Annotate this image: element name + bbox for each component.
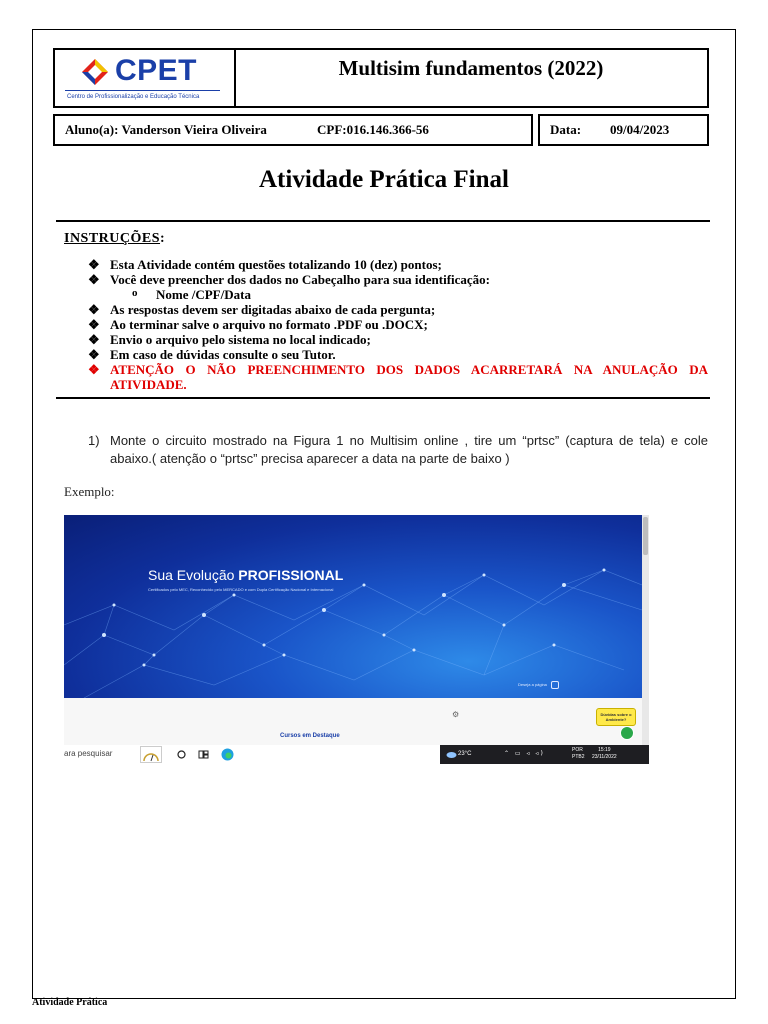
banner-title: Sua Evolução PROFISSIONAL <box>148 567 344 583</box>
warning-line-1: ATENÇÃO O NÃO PREENCHIMENTO DOS DADOS ACARRETARÁ NA ANULAÇÃO DA <box>110 362 708 377</box>
divider-bottom <box>56 397 710 399</box>
divider-top <box>56 220 710 222</box>
taskbar-tray <box>440 745 649 764</box>
help-bubble: Dúvidas sobre o Ambiente? <box>596 708 636 726</box>
page-title: Atividade Prática Final <box>259 166 509 193</box>
student-name: Aluno(a): Vanderson Vieira Oliveira <box>65 122 267 137</box>
question-number: 1) <box>88 433 100 448</box>
sub-bullet-icon: o <box>132 287 138 299</box>
banner-subtitle: Certificados pelo MEC, Reconhecido pelo MERCADO e com Dupla Certificação Nacional e Internacional <box>148 587 334 592</box>
list-item: ❖ Envio o arquivo pelo sistema no local indicado; <box>88 332 371 347</box>
list-subitem: o Nome /CPF/Data <box>132 287 251 302</box>
logo-text: CPET <box>115 54 198 87</box>
list-item: ❖ As respostas devem ser digitadas abaixo de cada pergunta; <box>88 302 436 317</box>
chat-icon <box>551 681 559 689</box>
banner-chat-text: Deseja a página <box>518 682 547 687</box>
footer: Atividade Prática <box>32 997 108 1008</box>
date-label: Data: <box>550 122 582 137</box>
course-title: Multisim fundamentos (2022) <box>338 56 604 80</box>
bullet-icon: ❖ <box>88 272 100 287</box>
question-text: Monte o circuito mostrado na Figura 1 no Multisim online , tire um “prtsc” (captura de tela) e cole abaixo.( atenção o “prtsc” precisa aparecer a data na parte de baixo ) <box>110 433 708 466</box>
scrollbar <box>642 515 649 745</box>
bullet-icon: ❖ <box>88 332 100 347</box>
help-icon <box>620 726 634 740</box>
network-background <box>64 515 642 698</box>
clock: 15:19 23/11/2022 <box>592 747 617 760</box>
cpet-logo-icon <box>81 58 109 86</box>
cpet-logo <box>65 54 230 104</box>
warning-item <box>88 362 708 392</box>
question-1 <box>88 432 708 468</box>
language-indicator: POR PTB2 <box>572 747 585 760</box>
instructions-heading: INSTRUÇÕES: <box>64 231 166 246</box>
header-box <box>53 48 709 108</box>
bullet-icon: ❖ <box>88 362 100 377</box>
list-item: ❖ Em caso de dúvidas consulte o seu Tutor. <box>88 347 336 362</box>
date-box <box>538 114 709 146</box>
warning-line-2: ATIVIDADE. <box>110 377 187 392</box>
bullet-icon: ❖ <box>88 302 100 317</box>
bullet-icon: ❖ <box>88 257 100 272</box>
task-view-icon <box>174 747 189 762</box>
taskbar-left <box>64 745 242 764</box>
cortana-icon <box>140 746 162 763</box>
bullet-icon: ❖ <box>88 317 100 332</box>
bullet-icon: ❖ <box>88 347 100 362</box>
list-item: ❖ Ao terminar salve o arquivo no formato .PDF ou .DOCX; <box>88 317 428 332</box>
tray-icons: ⌃ ▭ ◃ ◃) <box>504 750 545 757</box>
taskbar-search: ara pesquisar <box>64 749 113 758</box>
logo-subtitle: Centro de Profissionalização e Educação Técnica <box>67 94 200 100</box>
student-info-box <box>53 114 533 146</box>
example-screenshot <box>64 515 649 764</box>
instructions-list <box>88 257 708 392</box>
date-value: 09/04/2023 <box>610 122 670 137</box>
section-label: Cursos em Destaque <box>280 733 340 739</box>
example-label: Exemplo: <box>64 484 115 499</box>
accessibility-icon: ⚙ <box>452 710 460 719</box>
list-item: ❖ Esta Atividade contém questões totalizando 10 (dez) pontos; <box>88 257 442 272</box>
banner <box>64 515 642 698</box>
widgets-icon <box>196 747 211 762</box>
list-item: ❖ Você deve preencher dos dados no Cabeçalho para sua identificação: <box>88 272 491 287</box>
logo-rule <box>65 90 220 91</box>
weather-temp: 23°C <box>458 751 472 757</box>
student-cpf: CPF:016.146.366-56 <box>317 122 429 137</box>
page-section <box>64 698 642 745</box>
weather-cloud-icon <box>446 750 457 758</box>
edge-browser-icon <box>220 747 235 762</box>
scrollbar-thumb <box>643 517 648 555</box>
